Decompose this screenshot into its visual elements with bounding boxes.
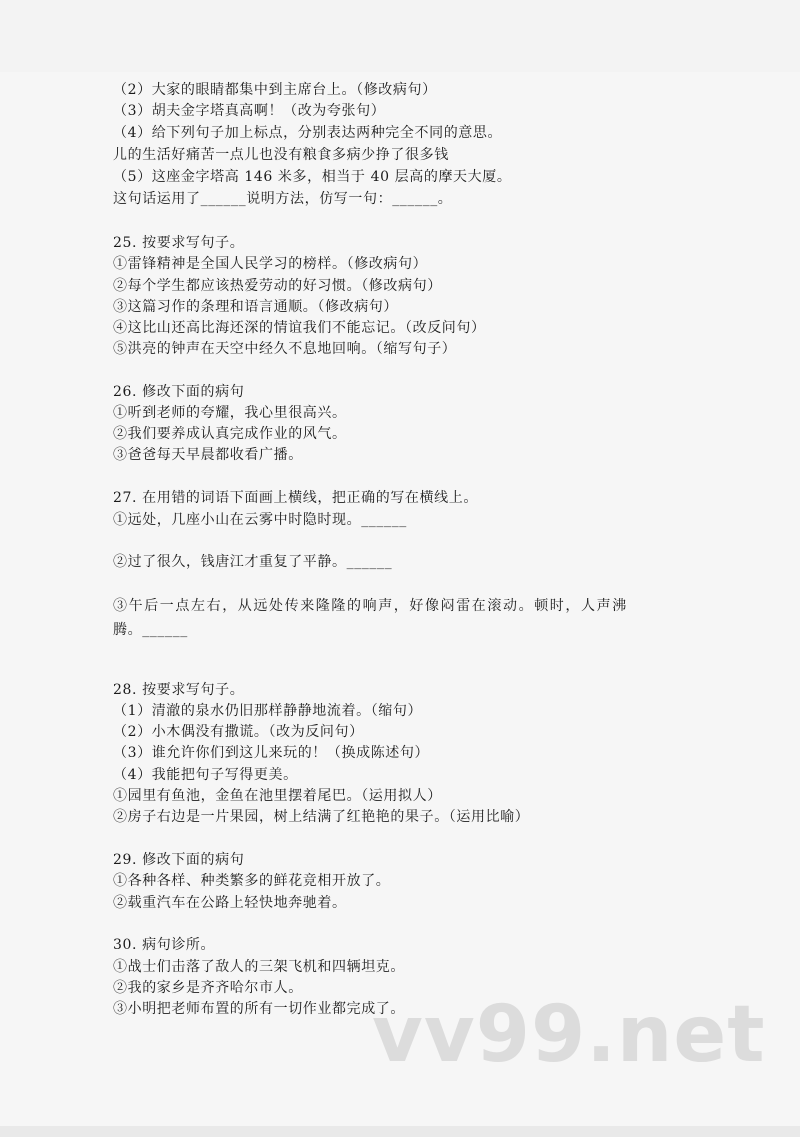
text-line: ①远处，几座小山在云雾中时隐时现。______ <box>113 512 407 528</box>
text-line: ③小明把老师布置的所有一切作业都完成了。 <box>113 1001 405 1017</box>
question-title-30: 30. 病句诊所。 <box>113 937 216 953</box>
text-line: ②载重汽车在公路上轻快地奔驰着。 <box>113 895 347 911</box>
watermark: vv99.net <box>372 990 766 1080</box>
text-line: ①园里有鱼池，金鱼在池里摆着尾巴。（运用拟人） <box>113 788 442 804</box>
question-title-28: 28. 按要求写句子。 <box>113 682 245 698</box>
question-title-27: 27. 在用错的词语下面画上横线，把正确的写在横线上。 <box>113 490 478 506</box>
text-line: ③这篇习作的条理和语言通顺。（修改病句） <box>113 299 398 315</box>
bottom-margin <box>0 1126 800 1137</box>
text-line: （3）谁允许你们到这儿来玩的！（换成陈述句） <box>113 745 430 761</box>
text-line: ③爸爸每天早晨都收看广播。 <box>113 447 303 463</box>
question-title-25: 25. 按要求写句子。 <box>113 235 245 251</box>
text-line: 腾。______ <box>113 622 188 638</box>
text-line: ②我的家乡是齐齐哈尔市人。 <box>113 980 303 996</box>
text-line: 儿的生活好痛苦一点儿也没有粮食多病少挣了很多钱 <box>113 147 449 163</box>
text-line: ①雷锋精神是全国人民学习的榜样。（修改病句） <box>113 256 428 272</box>
text-line: （4）给下列句子加上标点，分别表达两种完全不同的意思。 <box>113 125 503 141</box>
text-line: （2）小木偶没有撒谎。（改为反问句） <box>113 724 364 740</box>
text-line: ②每个学生都应该热爱劳动的好习惯。（修改病句） <box>113 278 442 294</box>
question-title-26: 26. 修改下面的病句 <box>113 384 245 400</box>
text-line: （1）清澈的泉水仍旧那样静静地流着。（缩句） <box>113 703 423 719</box>
text-line: ②我们要养成认真完成作业的风气。 <box>113 426 347 442</box>
text-line: ②过了很久，钱唐江才重复了平静。______ <box>113 554 393 570</box>
text-line: （5）这座金字塔高 146 米多，相当于 40 层高的摩天大厦。 <box>113 169 512 185</box>
text-line: 这句话运用了______说明方法，仿写一句：______。 <box>113 191 453 207</box>
text-line: ③午后一点左右，从远处传来隆隆的响声，好像闷雷在滚动。顿时，人声沸 <box>113 598 628 614</box>
text-line: ⑤洪亮的钟声在天空中经久不息地回响。（缩写句子） <box>113 341 457 357</box>
text-line: （2）大家的眼睛都集中到主席台上。（修改病句） <box>113 82 437 98</box>
text-line: ②房子右边是一片果园，树上结满了红艳艳的果子。（运用比喻） <box>113 809 530 825</box>
text-line: ①听到老师的夸耀，我心里很高兴。 <box>113 405 347 421</box>
text-line: （4）我能把句子写得更美。 <box>113 767 298 783</box>
top-margin <box>0 0 800 72</box>
text-line: ①战士们击落了敌人的三架飞机和四辆坦克。 <box>113 959 405 975</box>
question-title-29: 29. 修改下面的病句 <box>113 852 245 868</box>
text-line: （3）胡夫金字塔真高啊！（改为夸张句） <box>113 103 386 119</box>
text-line: ①各种各样、种类繁多的鲜花竞相开放了。 <box>113 873 391 889</box>
text-line: ④这比山还高比海还深的情谊我们不能忘记。（改反问句） <box>113 320 486 336</box>
